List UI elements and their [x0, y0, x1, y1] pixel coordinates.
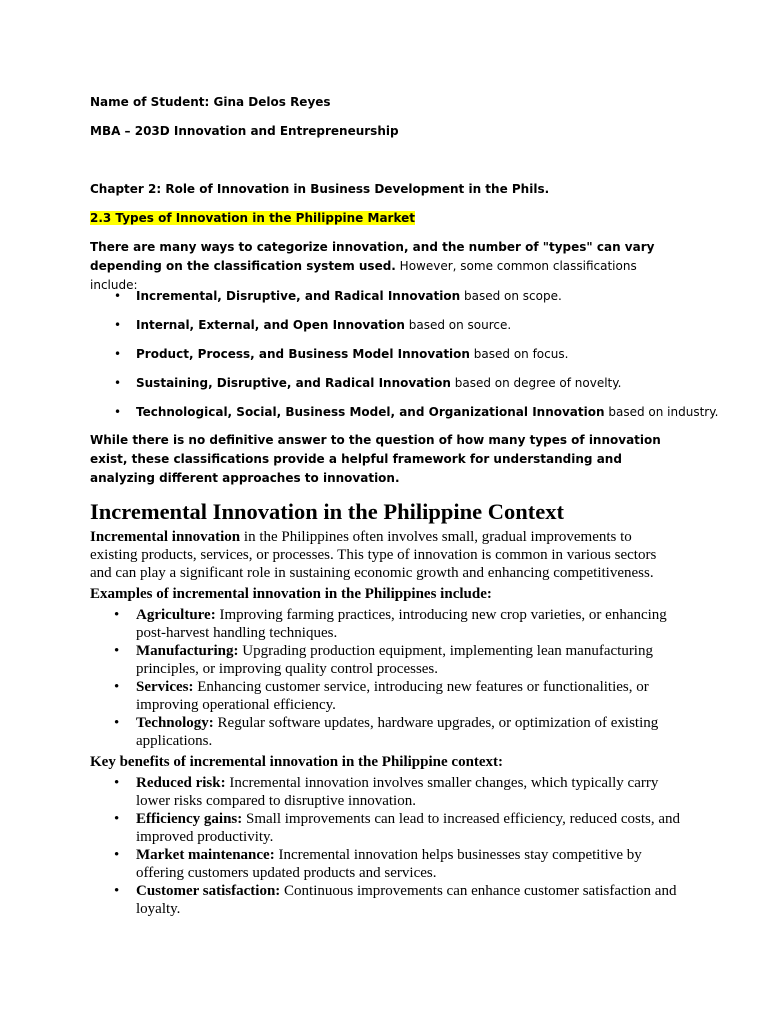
examples-heading: Examples of incremental innovation in the Philippines include: — [90, 586, 492, 602]
article-heading: Incremental Innovation in the Philippine Context — [90, 499, 565, 524]
list-item-bold: Technological, Social, Business Model, and Organizational Innovation — [136, 405, 605, 419]
list-item-text: based on focus. — [469, 347, 569, 361]
list-item — [90, 316, 718, 345]
list-item — [90, 678, 680, 714]
list-item-text: based on degree of novelty. — [450, 376, 622, 390]
article-intro — [90, 528, 680, 582]
list-item-text: based on industry. — [604, 405, 719, 419]
list-item — [90, 846, 680, 882]
list-item-text: Improving farming practices, introducing new crop varieties, or enhancing post-harvest handling techniques. — [136, 607, 667, 641]
list-item-bold: Agriculture: — [136, 607, 216, 623]
benefits-heading: Key benefits of incremental innovation in the Philippine context: — [90, 754, 504, 770]
article-intro-bold: Incremental innovation — [90, 529, 241, 545]
list-item-text: Continuous improvements can enhance customer satisfaction and loyalty. — [136, 883, 677, 917]
list-item-bold: Customer satisfaction: — [136, 883, 281, 899]
classification-list — [90, 287, 718, 432]
list-item-bold: Efficiency gains: — [136, 811, 243, 827]
chapter-line: Chapter 2: Role of Innovation in Business Development in the Phils. — [90, 182, 550, 196]
list-item — [90, 403, 718, 432]
list-item-text: based on scope. — [460, 289, 562, 303]
list-item-text: based on source. — [404, 318, 512, 332]
student-name-line: Name of Student: Gina Delos Reyes — [90, 95, 331, 109]
list-item — [90, 774, 680, 810]
list-item-bold: Internal, External, and Open Innovation — [136, 318, 405, 332]
list-item-bold: Reduced risk: — [136, 775, 226, 791]
list-item-text: Incremental innovation helps businesses stay competitive by offering customers updated products and services. — [136, 847, 642, 881]
section-title — [90, 209, 415, 228]
conclusion-paragraph: While there is no definitive answer to the question of how many types of innovation exist, these classifications provide a helpful framework for understanding and analyzing different approaches to innovation. — [90, 433, 661, 485]
course-line: MBA – 203D Innovation and Entrepreneurship — [90, 124, 399, 138]
list-item-text: Upgrading production equipment, implementing lean manufacturing principles, or improving quality control processes. — [136, 643, 653, 677]
list-item-bold: Sustaining, Disruptive, and Radical Innovation — [136, 376, 451, 390]
list-item — [90, 882, 680, 918]
list-item — [90, 642, 680, 678]
list-item-text: Enhancing customer service, introducing new features or functionalities, or improving operational efficiency. — [136, 679, 649, 713]
list-item-bold: Manufacturing: — [136, 643, 239, 659]
list-item — [90, 287, 718, 316]
list-item-bold: Market maintenance: — [136, 847, 275, 863]
list-item-bold: Product, Process, and Business Model Innovation — [136, 347, 470, 361]
intro-bold: There are many ways to categorize innovation, and the number of "types" can vary depending on the classification system used. — [90, 240, 655, 273]
examples-list — [90, 606, 680, 750]
benefits-list — [90, 774, 680, 918]
list-item-bold: Technology: — [136, 715, 214, 731]
list-item — [90, 810, 680, 846]
article-intro-text: in the Philippines often involves small, gradual improvements to existing products, services, or processes. This type of innovation is common in various sectors and can play a significant role in sustaining economic growth and enhancing competitiveness. — [90, 529, 657, 581]
list-item — [90, 714, 680, 750]
section-title-highlight: 2.3 Types of Innovation in the Philippine Market — [90, 211, 415, 225]
list-item — [90, 374, 718, 403]
list-item-text: Small improvements can lead to increased efficiency, reduced costs, and improved productivity. — [136, 811, 681, 845]
list-item-text: Incremental innovation involves smaller changes, which typically carry lower risks compared to disruptive innovation. — [136, 775, 659, 809]
list-item-bold: Services: — [136, 679, 194, 695]
intro-regular: However, some common classifications include: — [90, 259, 637, 292]
list-item-text: Regular software updates, hardware upgrades, or optimization of existing applications. — [136, 715, 659, 749]
list-item — [90, 345, 718, 374]
list-item — [90, 606, 680, 642]
list-item-bold: Incremental, Disruptive, and Radical Innovation — [136, 289, 461, 303]
